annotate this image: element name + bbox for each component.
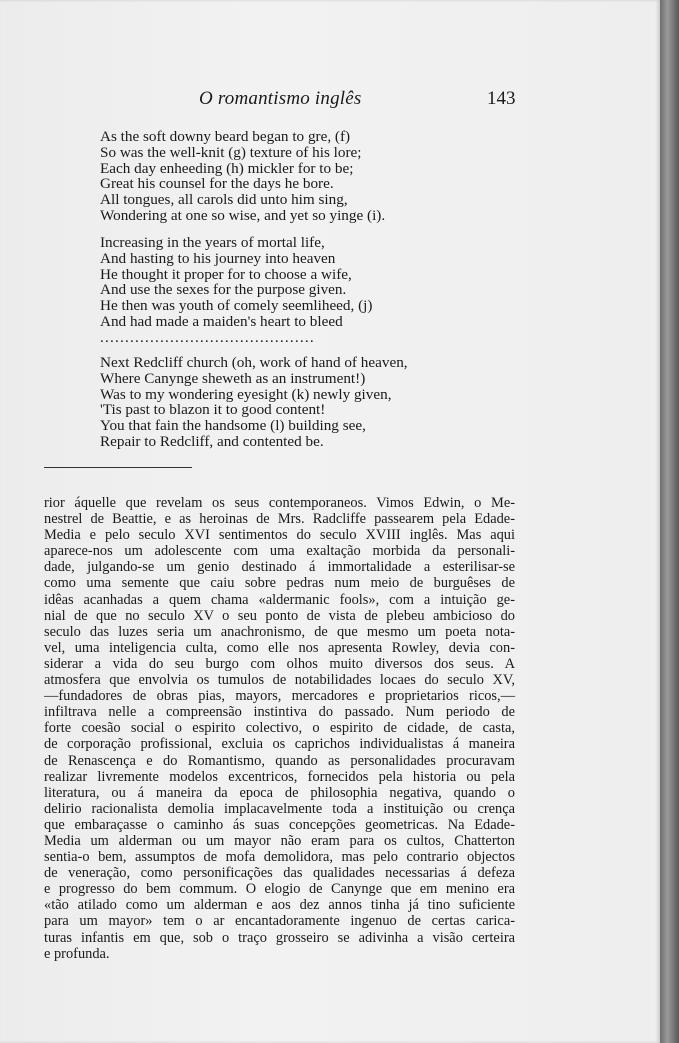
- poem-line: So was the well-knit (g) texture of his lore;: [100, 143, 362, 161]
- poem-line: He thought it proper for to choose a wife,: [100, 265, 352, 283]
- prose-paragraph: [44, 495, 515, 962]
- prose-line: infiltrava nelle a compreensão instintiva do passado. Num periodo de: [44, 704, 515, 721]
- poem-line: He then was youth of comely seemliheed, (j): [100, 297, 373, 315]
- poem-line: And use the sexes for the purpose given.: [100, 281, 347, 299]
- poem-line: Increasing in the years of mortal life,: [100, 234, 325, 251]
- prose-line: atmosfera que envolvia os tumulos de notabilidades locaes do seculo XV,: [44, 672, 515, 689]
- prose-line: nestrel de Beattie, e as heroinas de Mrs. Radcliffe passearem pela Edade-: [44, 511, 515, 528]
- poem-line: And had made a maiden's heart to bleed: [100, 312, 343, 330]
- prose-line: de veneração, como personificações das qualidades necessarias á defeza: [44, 865, 515, 882]
- book-page-edge: [660, 0, 679, 1043]
- footnote-rule: [44, 467, 192, 468]
- prose-line: como uma semente que caiu sobre pedras num meio de burguêses de: [44, 575, 515, 592]
- page-header: [0, 88, 660, 112]
- poem-line: Great his counsel for the days he bore.: [100, 175, 334, 193]
- prose-line: seculo das luzes seria um anachronismo, de que mesmo um poeta nota-: [44, 623, 515, 640]
- prose-line: e progresso do bem commum. O elogio de Canynge que em menino era: [44, 881, 515, 898]
- prose-line: Media e pelo seculo XVI sentimentos do seculo XVIII inglês. Mas aqui: [44, 527, 515, 544]
- prose-line: aparece-nos um adolescente com uma exaltação morbida da personali-: [44, 543, 515, 560]
- prose-line: turas infantis em que, sob o traço grosseiro se adivinha a visão certeira: [44, 929, 515, 946]
- prose-line: sentia-o bem, assumptos de mofa demolidora, mas pelo contrario objectos: [44, 849, 515, 866]
- prose-line: vel, uma inteligencia culta, como elle nos apresenta Rowley, devia con-: [44, 639, 515, 656]
- page-number: 143: [487, 88, 516, 109]
- prose-line: e profunda.: [44, 945, 110, 962]
- poem-line: All tongues, all carols did unto him sing,: [100, 191, 348, 209]
- prose-line: de Renascença e do Romantismo, quando as personalidades procuravam: [44, 752, 515, 769]
- prose-line: delirio racionalista demolia implacavelmente toda a instituição ou crença: [44, 800, 515, 817]
- poem-stanza-1: [100, 129, 385, 224]
- prose-line: «tão atilado como um alderman e aos dez annos tinha já tino suficiente: [44, 897, 515, 914]
- prose-line: siderar a vida do seu burgo com olhos muito diversos dos seus. A: [44, 655, 515, 672]
- prose-line: Media um alderman ou um mayor não eram para os cultos, Chatterton: [44, 832, 515, 849]
- poem-stanza-2: [100, 235, 372, 346]
- prose-line: rior áquelle que revelam os seus contemporaneos. Vimos Edwin, o Me-: [44, 495, 515, 511]
- poem-line: Next Redcliff church (oh, work of hand of heaven,: [100, 354, 408, 371]
- poem-line: Where Canynge sheweth as an instrument!): [100, 369, 366, 387]
- prose-line: idêas acanhadas a quem chama «aldermanic fools», com a intuição ge-: [44, 591, 515, 608]
- prose-line: de corporação profissional, excluia os caprichos individualistas á maneira: [44, 736, 515, 753]
- poem-line: Each day enheeding (h) mickler for to be;: [100, 159, 354, 177]
- poem-line: You that fain the handsome (l) building see,: [100, 417, 366, 435]
- poem-line: 'Tis past to blazon it to good content!: [100, 401, 326, 419]
- prose-line: forte coesão social o espirito colectivo, o espirito de cidade, de casta,: [44, 720, 515, 737]
- prose-line: nial de que no seculo XV o seu ponto de vista de plebeu ambicioso do: [44, 607, 515, 624]
- prose-line: que embaraçasse o caminho ás suas concepções geometricas. Na Edade-: [44, 816, 515, 833]
- poem-line: And hasting to his journey into heaven: [100, 249, 336, 267]
- prose-line: literatura, ou á maneira da epoca de philosophia negativa, quando o: [44, 784, 515, 801]
- poem-stanza-3: [100, 355, 408, 450]
- poem-line: Wondering at one so wise, and yet so yinge (i).: [100, 206, 386, 224]
- running-title: O romantismo inglês: [199, 88, 362, 109]
- poem-line: Was to my wondering eyesight (k) newly given,: [100, 385, 392, 403]
- ellipsis-line: ...........................................: [100, 328, 315, 346]
- prose-line: para um mayor» tem o ar encantadoramente ingenuo de certas carica-: [44, 913, 515, 930]
- prose-line: realizar livremente modelos excentricos, fornecidos pela historia ou pela: [44, 768, 515, 785]
- poem-line: As the soft downy beard began to gre, (f): [100, 128, 351, 145]
- poem-line: Repair to Redcliff, and contented be.: [100, 432, 324, 450]
- prose-line: dade, julgando-se um genio destinado á immortalidade a esterilisar-se: [44, 559, 515, 576]
- prose-line: —fundadores de obras pias, mayors, mercadores e proprietarios ricos,—: [44, 688, 515, 705]
